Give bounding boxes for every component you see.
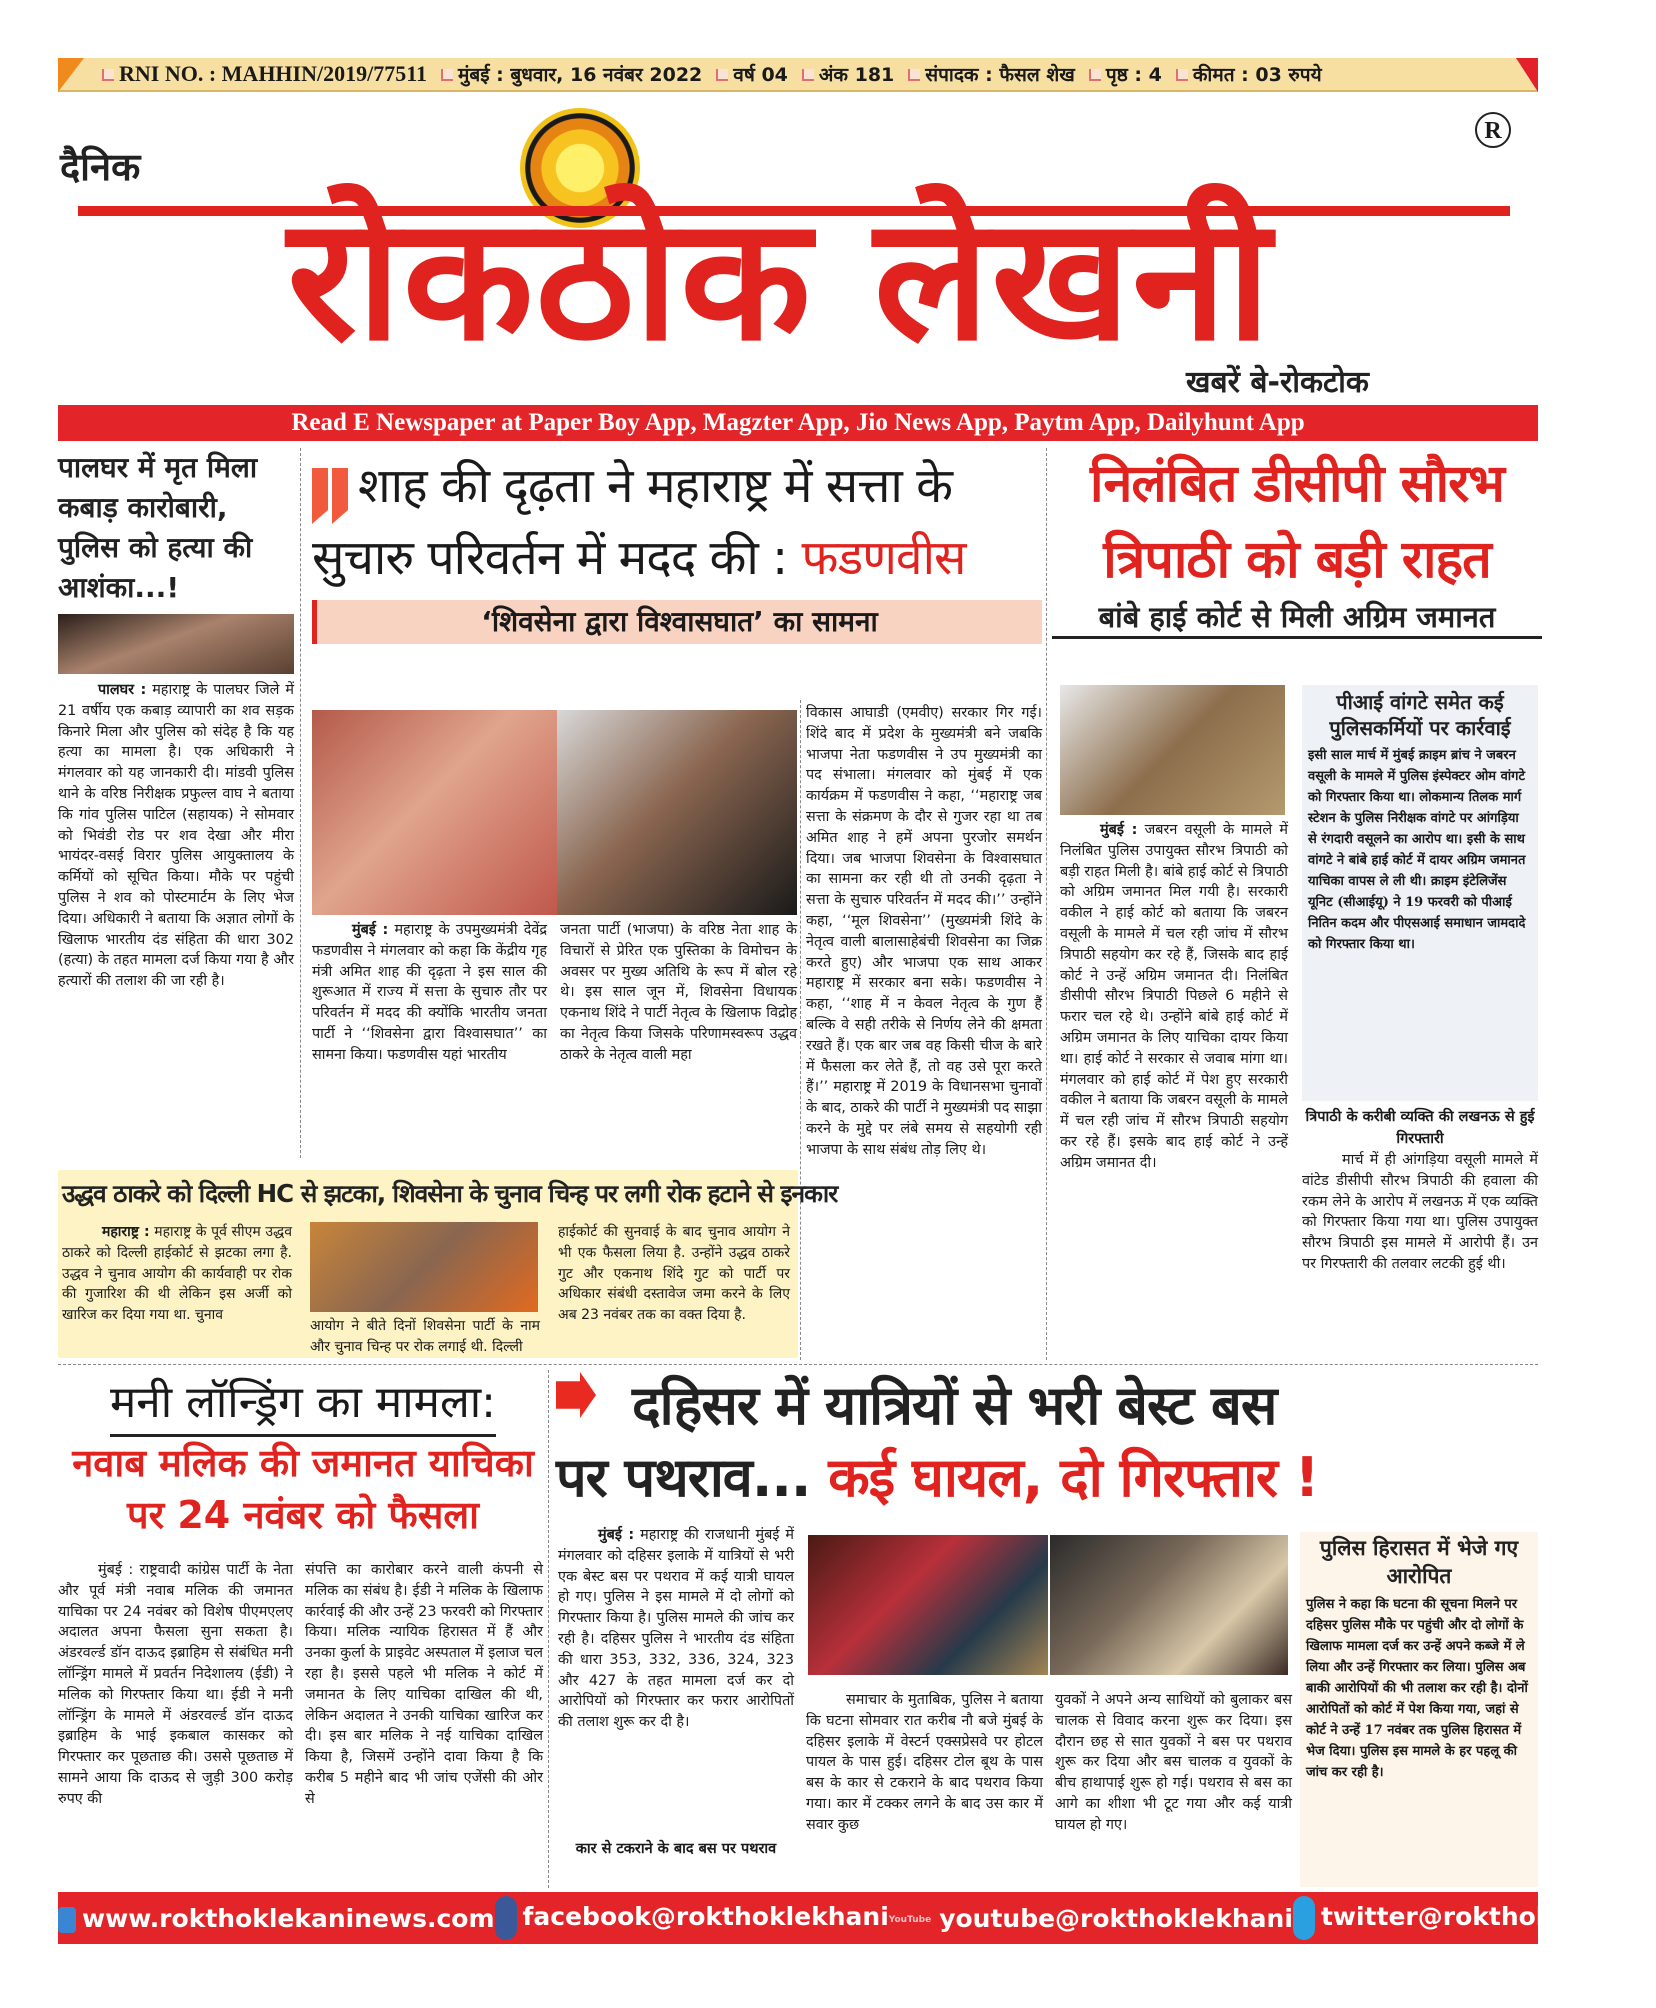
strip-corner-left (58, 58, 84, 92)
custody-box (1300, 1532, 1538, 1887)
youtube-icon: YouTube (888, 1914, 932, 1925)
shah-col3: विकास आघाडी (एमवीए) सरकार गिर गई। शिंदे बाद में प्रदेश के मुख्यमंत्री बने जबकि भाजपा नेता फडणवीस ने उप मुख्यमंत्री का पद संभाला। मंगलवार को मुंबई में एक कार्यक्रम में फडणवीस ने कहा, ‘‘महाराष्ट्र जब सत्ता के संक्रमण के दौर से गुजर रहा था तब अमित शाह ने हमें अपना पुरजोर समर्थन दिया। जब भाजपा शिवसेना के विश्वासघात का सामना कर रही थी तो उनकी दृढ़ता ने सत्ता के सुचारु परिवर्तन में मदद की।’’ उन्होंने कहा, ‘‘मूल शिवसेना’’ (मुख्यमंत्री शिंदे के नेतृत्व वाली बालासाहेबंची शिवसेना का जिक्र करते हुए) और भाजपा एक साथ आकर महाराष्ट्र में सरकार बना सके। फडणवीस ने कहा, ‘‘शाह में न केवल नेतृत्व के गुण हैं बल्कि वे सही तरीके से निर्णय लेने की क्षमता रखते हैं। एक बार जब वह किसी चीज के बारे में फैसला कर लेते हैं, तो वह उसे पूरा करते हैं।’’ महाराष्ट्र में 2019 के विधानसभा चुनावों के बाद, ठाकरे की पार्टी ने मुख्यमंत्री पद साझा करने के मुद्दे पर लंबे समय से सहयोगी रही भाजपा के साथ संबंध तोड़ लिए थे। (806, 705, 1043, 1158)
top-info-strip (58, 58, 1538, 92)
tripathi-subhead: बांबे हाई कोर्ट से मिली अग्रिम जमानत (1052, 598, 1542, 639)
bus-col1: मुंबई : महाराष्ट्र की राजधानी मुंबई में मंगलवार को दहिसर इलाके में यात्रियों से भरी एक बेस्ट बस पर पथराव में कई यात्री घायल हो गए। पुलिस ने इस मामले में दो लोगों को गिरफ्तार किया है। पुलिस मामले की जांच कर रही है। दहिसर पुलिस ने भारतीय दंड संहिता की धारा 353, 332, 336, 324, 323 और 427 के तहत मामला दर्ज कर दो आरोपियों को गिरफ्तार कर फरार आरोपितों की तलाश शुरू कर दी है। (558, 1527, 794, 1731)
column-divider (1046, 448, 1047, 1360)
masthead-title: रोकठोक लेखनी (287, 181, 1273, 379)
app-availability-bar: Read E Newspaper at Paper Boy App, Magzter App, Jio News App, Paytm App, Dailyhunt App (58, 405, 1538, 441)
masthead-prefix: दैनिक (60, 145, 141, 189)
bus-photo-right (1050, 1535, 1288, 1675)
lucknow-arrest (1302, 1106, 1538, 1275)
uddhav-article (58, 1170, 838, 1358)
bus-subhead: कार से टकराने के बाद बस पर पथराव (575, 1841, 777, 1857)
price: कीमत : 03 रुपये (1176, 61, 1322, 87)
malik-headline: नवाब मलिक की जमानत याचिका पर 24 नवंबर को फैसला (72, 1441, 534, 1537)
uddhav-photo (310, 1222, 538, 1312)
footer-youtube[interactable]: YouTube youtube@rokthoklekhani (888, 1903, 1293, 1933)
tripathi-photo (1060, 685, 1285, 815)
custody-body: पुलिस ने कहा कि घटना की सूचना मिलने पर दहिसर पुलिस मौके पर पहुंची और दो लोगों के खिलाफ मामला दर्ज कर उन्हें अपने कब्जे में ले लिया और उन्हें गिरफ्तार कर लिया। पुलिस अब बाकी आरोपियों की भी तलाश कर रही है। दोनों आरोपितों को कोर्ट में पेश किया गया, जहां से कोर्ट ने उन्हें 17 नवंबर तक पुलिस हिरासत में भेज दिया। पुलिस इस मामले के हर पहलू की जांच कर रही है। (1306, 1597, 1528, 1780)
vangte-box-title: पीआई वांगटे समेत कई पुलिसकर्मियों पर कार्रवाई (1329, 690, 1511, 740)
registered-mark: R (1475, 112, 1511, 148)
malik-header (58, 1372, 548, 1541)
uddhav-col2: आयोग ने बीते दिनों शिवसेना पार्टी के नाम और चुनाव चिन्ह पर रोक लगाई थी. दिल्ली (310, 1318, 540, 1355)
footer-website[interactable]: www.rokthoklekaninews.com (58, 1904, 495, 1933)
fadnavis-photo (557, 710, 797, 915)
shah-subhead: ‘शिवसेना द्वारा विश्वासघात’ का सामना (312, 600, 1042, 644)
lucknow-title: त्रिपाठी के करीबी व्यक्ति की लखनऊ से हुई गिरफ्तारी (1305, 1108, 1535, 1147)
column-divider (300, 448, 301, 1158)
facebook-icon (495, 1896, 517, 1940)
rni-number: RNI NO. : MAHHIN/2019/77511 (102, 61, 427, 87)
palghar-photo (58, 614, 294, 674)
malik-col1: मुंबई : राष्ट्रवादी कांग्रेस पार्टी के नेता और पूर्व मंत्री नवाब मलिक की जमानत याचिका पर 24 नवंबर को विशेष पीएमएलए अदालत अपना फैसला सुना सकता है। अंडरवर्ल्ड डॉन दाऊद इब्राहिम से संबंधित मनी लॉन्ड्रिंग मामले में प्रवर्तन निदेशालय (ईडी) ने मलिक को गिरफ्तार किया था। ईडी ने मनी लॉन्ड्रिंग के मामले में अंडरवर्ल्ड डॉन दाऊद इब्राहिम के भाई इकबाल कासकर को गिरफ्तार कर पूछताछ की। उससे पूछताछ में सामने आया कि दाऊद से जुड़ी 300 करोड़ रुपए की (58, 1562, 293, 1807)
vangte-box (1302, 685, 1538, 1101)
strip-corner-right (1516, 58, 1538, 92)
lucknow-body: मार्च में ही आंगड़िया वसूली मामले में वांटेड डीसीपी सौरभ त्रिपाठी की हवाला की रकम लेने के आरोप में लखनऊ में एक व्यक्ति को गिरफ्तार किया गया था। पुलिस उपायुक्त सौरभ त्रिपाठी इस मामले में आरोपी हैं। उन पर गिरफ्तारी की तलवार लटकी हुई थी। (1302, 1152, 1538, 1272)
tripathi-body: मुंबई : जबरन वसूली के मामले में निलंबित पुलिस उपायुक्त सौरभ त्रिपाठी को बड़ी राहत मिली है। बांबे हाई कोर्ट से त्रिपाठी को अग्रिम जमानत मिल गयी है। सरकारी वकील ने हाई कोर्ट को बताया कि जबरन वसूली के मामले में चल रही जांच में सौरभ त्रिपाठी सहयोग कर रहे हैं, जिसके बाद हाई कोर्ट ने उन्हें अग्रिम जमानत दी। निलंबित डीसीपी सौरभ त्रिपाठी पिछले 6 महीने से फरार चल रहे थे। उन्होंने बांबे हाई कोर्ट में अग्रिम जमानत के लिए याचिका दायर किया था। हाई कोर्ट ने सरकार से जवाब मांगा था। मंगलवार को हाई कोर्ट में पेश हुए सरकारी वकील ने बताया कि जबरन वसूली के मामले में चल रही जांच में सौरभ त्रिपाठी सहयोग कर रहे हैं। इसके बाद हाई कोर्ट ने उन्हें अग्रिम जमानत दी। (1060, 822, 1288, 1171)
globe-icon (58, 1907, 76, 1933)
twitter-icon (1293, 1896, 1315, 1940)
tripathi-header (1052, 446, 1542, 639)
column-divider (800, 700, 801, 1360)
footer-twitter[interactable]: twitter@rokthoklekhani (1293, 1896, 1656, 1940)
page-count: पृष्ठ : 4 (1089, 61, 1162, 87)
palghar-body: पालघर : महाराष्ट्र के पालघर जिले में 21 वर्षीय एक कबाड़ व्यापारी का शव सड़क किनारे मिला और पुलिस को संदेह है कि यह हत्या का मामला है। एक अधिकारी ने मंगलवार को यह जानकारी दी। मांडवी पुलिस थाने के वरिष्ठ निरीक्षक प्रफुल्ल वाघ ने बताया कि गांव पुलिस पाटिल (सहायक) ने सोमवार को भिवंडी रोड पर शव देखा और मीरा भायंदर-वसई विरार पुलिस आयुक्तालय के कर्मियों को सूचित किया। मौके पर पहुंची पुलिस ने शव को पोस्टमार्टम के लिए भेज दिया। अधिकारी ने बताया कि अज्ञात लोगों के खिलाफ भारतीय दंड संहिता की धारा 302 (हत्या) के तहत मामला दर्ज किया गया है और हत्यारों की तलाश की जा रही है। (58, 682, 294, 990)
quote-mark-icon (312, 468, 350, 538)
palghar-headline: पालघर में मृत मिला कबाड़ कारोबारी, पुलिस को हत्या की आशंका...! (58, 451, 258, 604)
vangte-box-body: इसी साल मार्च में मुंबई क्राइम ब्रांच ने जबरन वसूली के मामले में पुलिस इंस्पेक्टर ओम वांगटे को गिरफ्तार किया था। लोकमान्य तिलक मार्ग स्टेशन के पुलिस निरीक्षक वांगटे पर आंगड़िया से रंगदारी वसूलने का आरोप था। इसी के साथ वांगटे ने बांबे हाई कोर्ट में दायर अग्रिम जमानत याचिका वापस ले ली थी। क्राइम इंटेलिजेंस यूनिट (सीआईयू) ने 19 फरवरी को पीआई नितिन कदम और पीएसआई समाधान जामदादे को गिरफ्तार किया था। (1308, 748, 1526, 952)
custody-title: पुलिस हिरासत में भेजे गए आरोपित (1319, 1536, 1519, 1588)
palghar-article (58, 448, 294, 992)
malik-col2: संपत्ति का कारोबार करने वाली कंपनी से मलिक का संबंध है। ईडी ने मलिक के खिलाफ कार्रवाई की और उन्हें 23 फरवरी को गिरफ्तार किया। मलिक न्यायिक हिरासत में हैं और उनका कुर्ला के प्राइवेट अस्पताल में इलाज चल रहा है। इससे पहले भी मलिक ने कोर्ट में जमानत के लिए याचिका दाखिल की थी, लेकिन अदालत ने उनकी याचिका खारिज कर दी। इस बार मलिक ने नई याचिका दाखिल किया है, जिसमें उन्होंने दावा किया है कि करीब 5 महीने बाद भी जांच एजेंसी की ओर से (305, 1562, 543, 1807)
uddhav-col1: महाराष्ट्र : महाराष्ट्र के पूर्व सीएम उद्धव ठाकरे को दिल्ली हाईकोर्ट से झटका लगा है. उद्धव ने चुनाव आयोग की कार्यवाही पर रोक की गुजारिश की थी लेकिन इस अर्जी को खारिज कर दिया गया था. चुनाव (62, 1224, 292, 1324)
uddhav-col3: हाईकोर्ट की सुनवाई के बाद चुनाव आयोग ने भी एक फैसला लिया है. उन्होंने उद्धव ठाकरे गुट और एकनाथ शिंदे गुट को पार्टी पर अधिकार संबंधी दस्तावेज जमा करने के लिए अब 23 नवंबर तक का वक्त दिया है. (558, 1224, 790, 1324)
section-divider (58, 1364, 1538, 1365)
tripathi-headline: निलंबित डीसीपी सौरभ त्रिपाठी को बड़ी राहत (1090, 454, 1504, 590)
malik-kicker: मनी लॉन्ड्रिंग का मामला: (110, 1372, 496, 1437)
issue-date: मुंबई : बुधवार, 16 नवंबर 2022 (441, 61, 702, 87)
column-divider (548, 1370, 549, 1888)
shah-headline: शाह की दृढ़ता ने महाराष्ट्र में सत्ता के सुचारु परिवर्तन में मदद की : फडणवीस (312, 458, 966, 586)
shah-col2: जनता पार्टी (भाजपा) के वरिष्ठ नेता शाह के विचारों से प्रेरित एक पुस्तिका के विमोचन के अवसर पर मुख्य अतिथि के रूप में बोल रहे थे। इस साल जून में, शिवसेना विधायक एकनाथ शिंदे ने पार्टी नेतृत्व के खिलाफ विद्रोह का नेतृत्व किया जिसके परिणामस्वरूप उद्धव ठाकरे के नेतृत्व वाली महा (560, 922, 797, 1063)
editor-name: संपादक : फैसल शेख (908, 61, 1075, 87)
year-volume: वर्ष 04 (716, 61, 788, 87)
shah-col1: मुंबई : महाराष्ट्र के उपमुख्यमंत्री देवेंद्र फडणवीस ने मंगलवार को कहा कि केंद्रीय गृह मंत्री अमित शाह की दृढ़ता ने इस साल की शुरूआत में राज्य में सत्ता के सुचारु तौर पर परिवर्तन में मदद की क्योंकि भारतीय जनता पार्टी ने ‘‘शिवसेना द्वारा विश्वासघात’’ का सामना किया। फडणवीस यहां भारतीय (312, 922, 548, 1063)
bus-col2: समाचार के मुताबिक, पुलिस ने बताया कि घटना सोमवार रात करीब नौ बजे मुंबई के दहिसर इलाके में वेस्टर्न एक्सप्रेसवे पर होटल पायल के पास हुई। दहिसर टोल बूथ के पास बस के कार से टकराने के बाद पथराव किया गया। कार में टक्कर लगने के बाद उस कार में सवार कुछ (806, 1692, 1043, 1833)
issue-number: अंक 181 (802, 61, 894, 87)
uddhav-headline: उद्धव ठाकरे को दिल्ली HC से झटका, शिवसेना के चुनाव चिन्ह पर लगी रोक हटाने से इनकार (62, 1179, 838, 1208)
footer-facebook[interactable]: facebook@rokthoklekhani (495, 1896, 889, 1940)
masthead-tagline: खबरें बे-रोकटोक (1186, 365, 1369, 400)
sun-logo-icon (520, 108, 640, 178)
bus-photo-left (808, 1535, 1048, 1675)
bus-col3: युवकों ने अपने अन्य साथियों को बुलाकर बस चालक से विवाद करना शुरू कर दिया। इस दौरान छह से सात युवकों ने बस पर पथराव शुरू कर दिया और बस चालक व युवकों के बीच हाथापाई शुरू हो गई। पथराव से बस का आगे का शीशा भी टूट गया और कई यात्री घायल हो गए। (1055, 1692, 1292, 1833)
bus-headline: दहिसर में यात्रियों से भरी बेस्ट बस पर पथराव... कई घायल, दो गिरफ्तार ! (556, 1374, 1319, 1509)
footer-social-bar (58, 1892, 1656, 1944)
shah-article-header (312, 450, 1042, 644)
amit-shah-photo (312, 710, 557, 915)
